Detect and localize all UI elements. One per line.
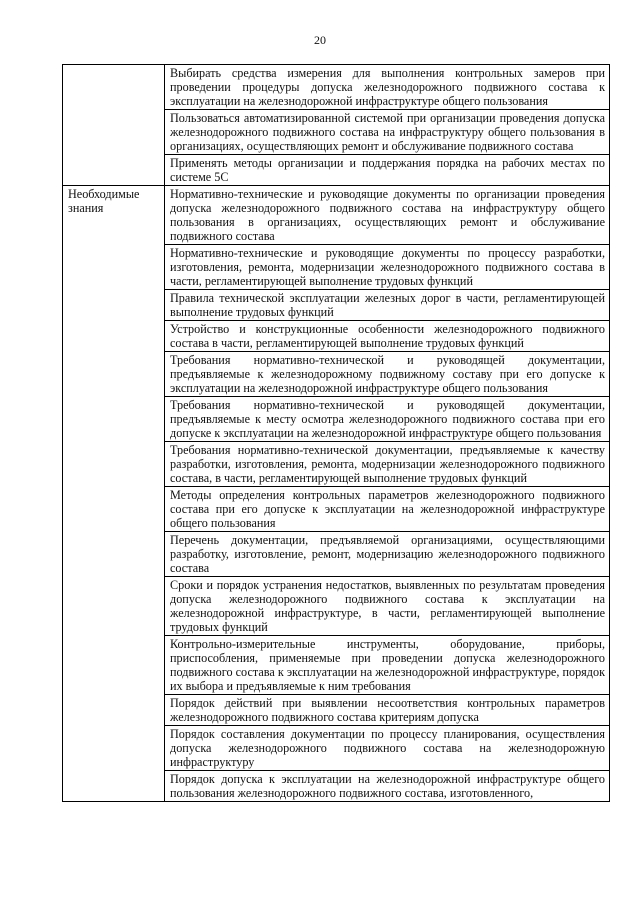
table-row xyxy=(63,186,610,245)
row-text: Нормативно-технические и руководящие документы по организации проведения допуска железнодорожного подвижного состава на инфраструктуру общего пользования в организациях, осуществляющих ремонт и обслуживание подвижного состава xyxy=(165,186,610,245)
page-number: 20 xyxy=(314,33,326,47)
row-text: Выбирать средства измерения для выполнения контрольных замеров при проведении процедуры допуска железнодорожного подвижного состава к эксплуатации на железнодорожной инфраструктуре общего пользования xyxy=(165,65,610,110)
row-text: Контрольно-измерительные инструменты, оборудование, приборы, приспособления, применяемые при проведении допуска железнодорожного подвижного состава к эксплуатации на железнодорожной инфраструктуре, порядок их выбора и предъявляемые к ним требования xyxy=(165,636,610,695)
row-text: Правила технической эксплуатации железных дорог в части, регламентирующей выполнение трудовых функций xyxy=(165,290,610,321)
requirements-table xyxy=(62,64,610,802)
row-text: Сроки и порядок устранения недостатков, выявленных по результатам проведения допуска железнодорожного подвижного состава к эксплуатации на железнодорожной инфраструктуре, в части, регламентирующей выполнение трудовых функций xyxy=(165,577,610,636)
row-text: Применять методы организации и поддержания порядка на рабочих местах по системе 5С xyxy=(165,155,610,186)
row-text: Порядок составления документации по процессу планирования, осуществления допуска железнодорожного подвижного состава на железнодорожную инфраструктуру xyxy=(165,726,610,771)
row-text: Методы определения контрольных параметров железнодорожного подвижного состава при его допуске к эксплуатации на железнодорожной инфраструктуре общего пользования xyxy=(165,487,610,532)
row-text: Требования нормативно-технической и руководящей документации, предъявляемые к железнодорожному подвижному составу при его допуске к эксплуатации на железнодорожной инфраструктуре общего пользования xyxy=(165,352,610,397)
row-label xyxy=(63,65,165,186)
row-text: Пользоваться автоматизированной системой при организации проведения допуска железнодорожного подвижного состава на инфраструктуру общего пользования в организациях, осуществляющих ремонт и обслуживание подвижного состава xyxy=(165,110,610,155)
row-text: Устройство и конструкционные особенности железнодорожного подвижного состава в части, регламентирующей выполнение трудовых функций xyxy=(165,321,610,352)
row-text: Порядок допуска к эксплуатации на железнодорожной инфраструктуре общего пользования железнодорожного подвижного состава, изготовленного, xyxy=(165,771,610,802)
row-text: Перечень документации, предъявляемой организациями, осуществляющими разработку, изготовление, ремонт, модернизацию железнодорожного подвижного состава xyxy=(165,532,610,577)
row-text: Нормативно-технические и руководящие документы по процессу разработки, изготовления, ремонта, модернизации железнодорожного подвижного состава в части, регламентирующей выполнение трудовых функций xyxy=(165,245,610,290)
row-text: Требования нормативно-технической документации, предъявляемые к качеству разработки, изготовления, ремонта, модернизации железнодорожного подвижного состава, в части, регламентирующей выполнение трудовых функций xyxy=(165,442,610,487)
row-label-knowledge: Необходимые знания xyxy=(63,186,165,802)
row-text: Порядок действий при выявлении несоответствия контрольных параметров железнодорожного подвижного состава критериям допуска xyxy=(165,695,610,726)
row-text: Требования нормативно-технической и руководящей документации, предъявляемые к месту осмотра железнодорожного подвижного состава при его допуске к эксплуатации на железнодорожной инфраструктуре общего пользования xyxy=(165,397,610,442)
table-row xyxy=(63,65,610,110)
